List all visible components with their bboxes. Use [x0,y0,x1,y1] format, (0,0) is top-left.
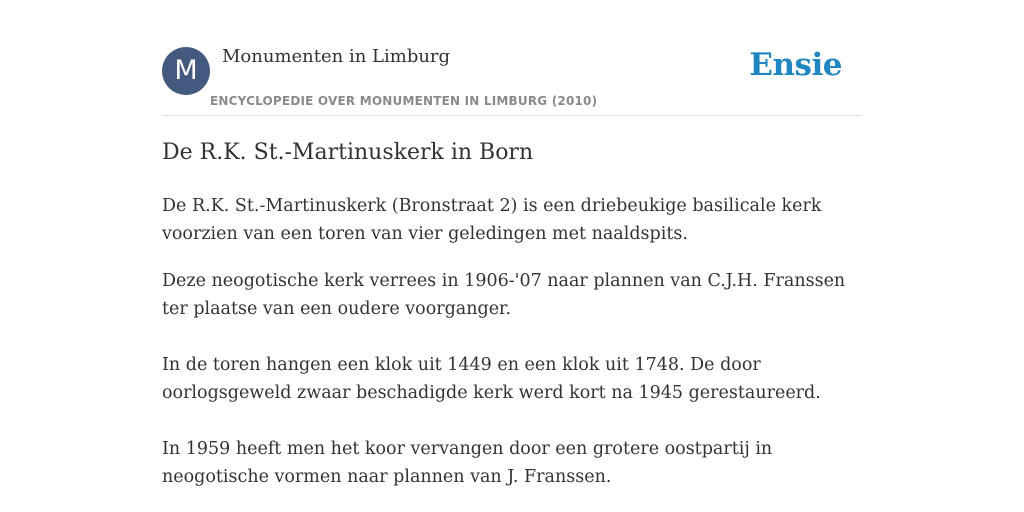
article-paragraph: In 1959 heeft men het koor vervangen door een grotere oostpartij in neogotische vormen naar plannen van J. Franssen. [162,439,773,487]
article-title: De R.K. St.-Martinuskerk in Born [162,140,534,165]
article-paragraph: Deze neogotische kerk verrees in 1906-'07 naar plannen van C.J.H. Franssen ter plaatse van een oudere voorganger. [162,271,846,319]
article-paragraph: In de toren hangen een klok uit 1449 en een klok uit 1748. De door oorlogsgeweld zwaar beschadigde kerk werd kort na 1945 gerestaureerd. [162,355,821,403]
article-paragraph: De R.K. St.-Martinuskerk (Bronstraat 2) is een driebeukige basilicale kerk voorzien van een toren van vier geledingen met naaldspits. [162,196,822,244]
source-header [162,0,862,116]
source-subtitle: ENCYCLOPEDIE OVER MONUMENTEN IN LIMBURG (2010) [210,94,598,108]
source-title-link[interactable]: Monumenten in Limburg [222,46,451,67]
ensie-logo[interactable]: Ensie [749,47,842,83]
source-avatar[interactable]: M [162,47,210,95]
page-container [162,0,862,487]
